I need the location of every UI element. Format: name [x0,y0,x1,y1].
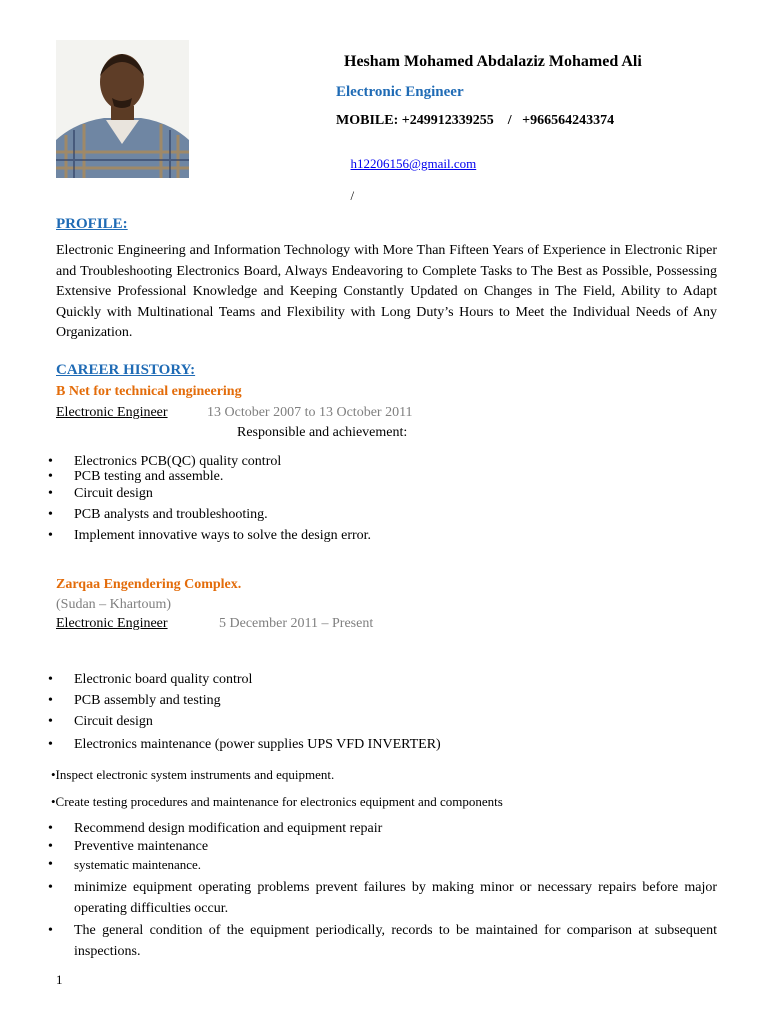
candidate-title: Electronic Engineer [336,84,464,100]
job1-subheading: Responsible and achievement: [237,425,408,440]
email-row [344,140,476,204]
job2-duties-a [56,672,441,753]
inspect-line: •Inspect electronic system instruments and equipment. [51,767,335,782]
job1-duties [56,454,371,544]
job1-dates: 13 October 2007 to 13 October 2011 [207,405,413,420]
list-item: • Circuit design [56,486,371,502]
list-item: • Electronics maintenance (power supplies UPS VFD INVERTER) [56,737,441,753]
list-item: • Circuit design [56,714,441,730]
list-item: • Preventive maintenance [56,839,717,855]
list-item: • Implement innovative ways to solve the design error. [56,528,371,544]
create-line: •Create testing procedures and maintenance for electronics equipment and components [51,794,503,809]
list-item: • PCB assembly and testing [56,693,441,709]
list-item: • minimize equipment operating problems prevent failures by making minor or necessary repairs before major operating difficulties occur. [56,878,717,919]
list-item: • PCB testing and assemble. [56,469,371,485]
job2-company: Zarqaa Engendering Complex. [56,577,242,592]
candidate-name: Hesham Mohamed Abdalaziz Mohamed Ali [344,53,642,70]
profile-heading: PROFILE: [56,216,128,232]
job2-location: (Sudan – Khartoum) [56,597,172,612]
mobile-numbers: MOBILE: +249912339255 / +966564243374 [336,113,615,128]
profile-text: Electronic Engineering and Information Technology with More Than Fifteen Years of Experience in Electronic Riper and Troubleshooting Electronics Board, Always Endeavoring to Complete Tasks to The Best as Possible, Possessing Extensive Professional Knowledge and Keeping Constantly Updated on Changes in The Field, Ability to Adapt Quickly with Multinational Teams and Flexibility with Long Duty’s Hours to Meet the Individual Needs of Any Organization. [56,243,717,340]
job2-role: Electronic Engineer [56,616,168,631]
list-item: • The general condition of the equipment periodically, records to be maintained for comparison at subsequent inspections. [56,921,717,962]
profile-photo [56,40,189,178]
list-item: • Recommend design modification and equipment repair [56,821,717,837]
job2-dates: 5 December 2011 – Present [219,616,374,631]
job1-company: B Net for technical engineering [56,384,242,399]
job1-role: Electronic Engineer [56,405,168,420]
job2-duties-b [56,821,717,962]
list-item: • systematic maintenance. [56,857,717,873]
email-separator: / [350,188,355,203]
list-item: • PCB analysts and troubleshooting. [56,507,371,523]
page-number: 1 [56,972,63,987]
list-item: • Electronic board quality control [56,672,441,688]
list-item: • Electronics PCB(QC) quality control [56,454,371,470]
career-heading: CAREER HISTORY: [56,362,196,378]
email-link[interactable]: h12206156@gmail.com [350,156,477,171]
